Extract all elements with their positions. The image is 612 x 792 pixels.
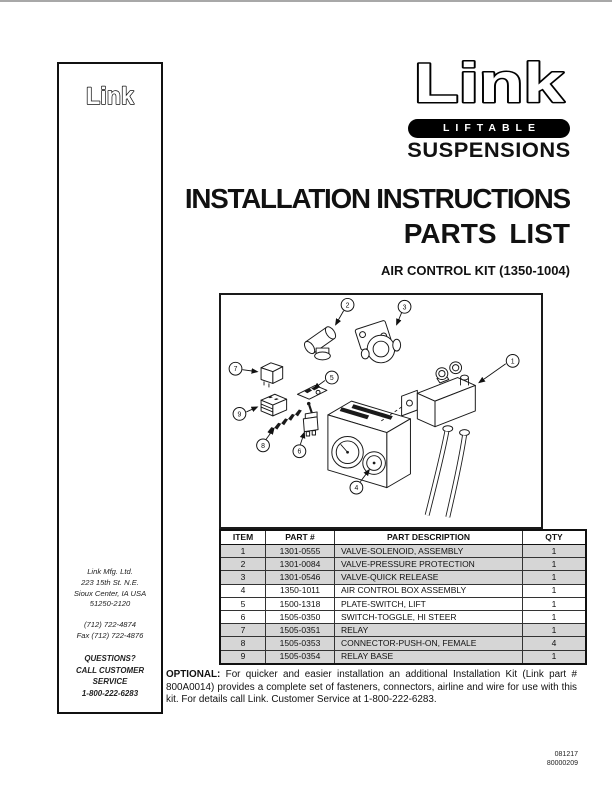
address-line: 223 15th St. N.E. <box>81 577 139 587</box>
suspensions-wordmark: SUSPENSIONS <box>407 139 571 162</box>
scan-edge-artifact <box>0 0 612 2</box>
callout-8 <box>257 439 270 452</box>
parts-table-header-row <box>220 530 586 545</box>
table-row <box>220 571 586 584</box>
table-cell: 1505-0350 <box>266 610 335 623</box>
kit-name: AIR CONTROL KIT (1350-1004) <box>380 263 570 278</box>
page-subtitle: PARTS LIST <box>403 218 570 249</box>
brand-block <box>408 52 570 163</box>
table-cell: 7 <box>220 624 266 637</box>
table-cell: CONNECTOR-PUSH-ON, FEMALE <box>335 637 523 650</box>
link-logo-small-text: Link <box>86 83 135 110</box>
callout-4 <box>350 481 363 494</box>
questions-line: QUESTIONS? <box>84 653 136 663</box>
table-cell: 1 <box>220 545 266 558</box>
callout-3 <box>398 300 411 313</box>
table-cell: 1301-0555 <box>266 545 335 558</box>
table-cell: 2 <box>220 558 266 571</box>
parts-table <box>219 529 587 665</box>
svg-text:8: 8 <box>261 442 265 450</box>
table-cell: 4 <box>523 637 587 650</box>
column-header-part-description: PART DESCRIPTION <box>335 530 523 545</box>
liftable-badge <box>408 119 570 138</box>
customer-service-note <box>59 653 161 700</box>
optional-note-label: OPTIONAL: <box>166 669 221 680</box>
address-line: Link Mfg. Ltd. <box>87 567 133 576</box>
table-cell: VALVE-SOLENOID, ASSEMBLY <box>335 545 523 558</box>
air-control-box-part <box>328 401 411 487</box>
svg-text:7: 7 <box>233 366 238 374</box>
callout-2 <box>341 298 354 311</box>
address-line: Sioux Center, IA USA <box>73 588 147 598</box>
table-cell: 1505-0351 <box>266 624 335 637</box>
table-cell: AIR CONTROL BOX ASSEMBLY <box>335 584 523 597</box>
column-header-part-number: PART # <box>266 530 335 545</box>
callout-7 <box>229 362 242 375</box>
table-cell: RELAY BASE <box>335 650 523 664</box>
table-row <box>220 545 586 558</box>
table-cell: 1 <box>523 624 587 637</box>
table-cell: 1301-0084 <box>266 558 335 571</box>
questions-line: CALL CUSTOMER <box>75 665 145 675</box>
table-cell: VALVE-PRESSURE PROTECTION <box>335 558 523 571</box>
column-header-qty: QTY <box>523 530 587 545</box>
table-cell: PLATE-SWITCH, LIFT <box>335 597 523 610</box>
optional-note-text: For quicker and easier installation an additional Installation Kit (Link part # 800A0014) provides a complete set of fasteners, connectors, airline and wire for use with this kit. For details call Link. Customer Service at 1-800-222-6283. <box>166 669 577 706</box>
callout-5 <box>325 371 338 384</box>
questions-line: SERVICE <box>92 677 128 687</box>
table-cell: 5 <box>220 597 266 610</box>
table-cell: 1 <box>523 558 587 571</box>
link-logo <box>408 52 570 112</box>
page-title: INSTALLATION INSTRUCTIONS <box>184 183 570 214</box>
phone-number: (712) 722-4874 <box>84 620 136 630</box>
table-cell: 9 <box>220 650 266 664</box>
svg-text:2: 2 <box>345 302 350 310</box>
parts-diagram <box>219 293 543 529</box>
svg-text:1: 1 <box>510 358 515 366</box>
svg-text:4: 4 <box>354 485 359 493</box>
table-row <box>220 584 586 597</box>
document-codes <box>547 750 578 769</box>
callout-1 <box>506 354 519 367</box>
table-cell: 1350-1011 <box>266 584 335 597</box>
table-row <box>220 637 586 650</box>
table-cell: 8 <box>220 637 266 650</box>
table-cell: VALVE-QUICK RELEASE <box>335 571 523 584</box>
fax-number: Fax (712) 722-4876 <box>76 630 144 640</box>
table-cell: 1505-0353 <box>266 637 335 650</box>
table-cell: 3 <box>220 571 266 584</box>
table-cell: SWITCH-TOGGLE, HI STEER <box>335 610 523 623</box>
table-row <box>220 610 586 623</box>
table-cell: 1 <box>523 584 587 597</box>
optional-note <box>166 669 577 707</box>
table-cell: 1 <box>523 610 587 623</box>
parts-table-body <box>220 545 586 664</box>
table-cell: 1 <box>523 571 587 584</box>
table-cell: RELAY <box>335 624 523 637</box>
company-address <box>59 567 161 610</box>
parts-diagram-drawing <box>221 295 537 523</box>
svg-text:5: 5 <box>329 375 334 383</box>
valve-pressure-protection-part <box>302 325 337 360</box>
table-cell: 1 <box>523 597 587 610</box>
address-line: 51250-2120 <box>89 599 131 609</box>
table-cell: 4 <box>220 584 266 597</box>
svg-text:3: 3 <box>402 304 407 312</box>
sidebar-contact-panel <box>57 62 163 714</box>
relay-part <box>261 363 283 388</box>
document-code: 081217 <box>554 751 578 758</box>
table-cell: 1505-0354 <box>266 650 335 664</box>
table-row <box>220 597 586 610</box>
service-phone-number: 1-800-222-6283 <box>81 689 139 699</box>
plate-switch-part <box>297 385 326 399</box>
relay-base-part <box>261 394 287 416</box>
column-header-item: ITEM <box>220 530 266 545</box>
table-cell: 1301-0546 <box>266 571 335 584</box>
document-code: 80000209 <box>546 760 578 768</box>
table-cell: 6 <box>220 610 266 623</box>
table-cell: 1 <box>523 545 587 558</box>
link-logo-small <box>81 82 139 110</box>
svg-text:9: 9 <box>237 411 242 419</box>
link-logo-text: Link <box>414 52 566 112</box>
table-cell: 1500-1318 <box>266 597 335 610</box>
switch-toggle-part <box>303 402 318 436</box>
table-cell: 1 <box>523 650 587 664</box>
liftable-badge-text: LIFTABLE <box>443 122 541 134</box>
table-row <box>220 558 586 571</box>
sidebar-info <box>59 567 161 700</box>
table-row <box>220 624 586 637</box>
phone-block <box>59 620 161 642</box>
callout-9 <box>233 408 246 421</box>
svg-text:6: 6 <box>297 448 302 456</box>
table-row <box>220 650 586 664</box>
callout-6 <box>293 445 306 458</box>
valve-quick-release-part <box>355 320 401 363</box>
